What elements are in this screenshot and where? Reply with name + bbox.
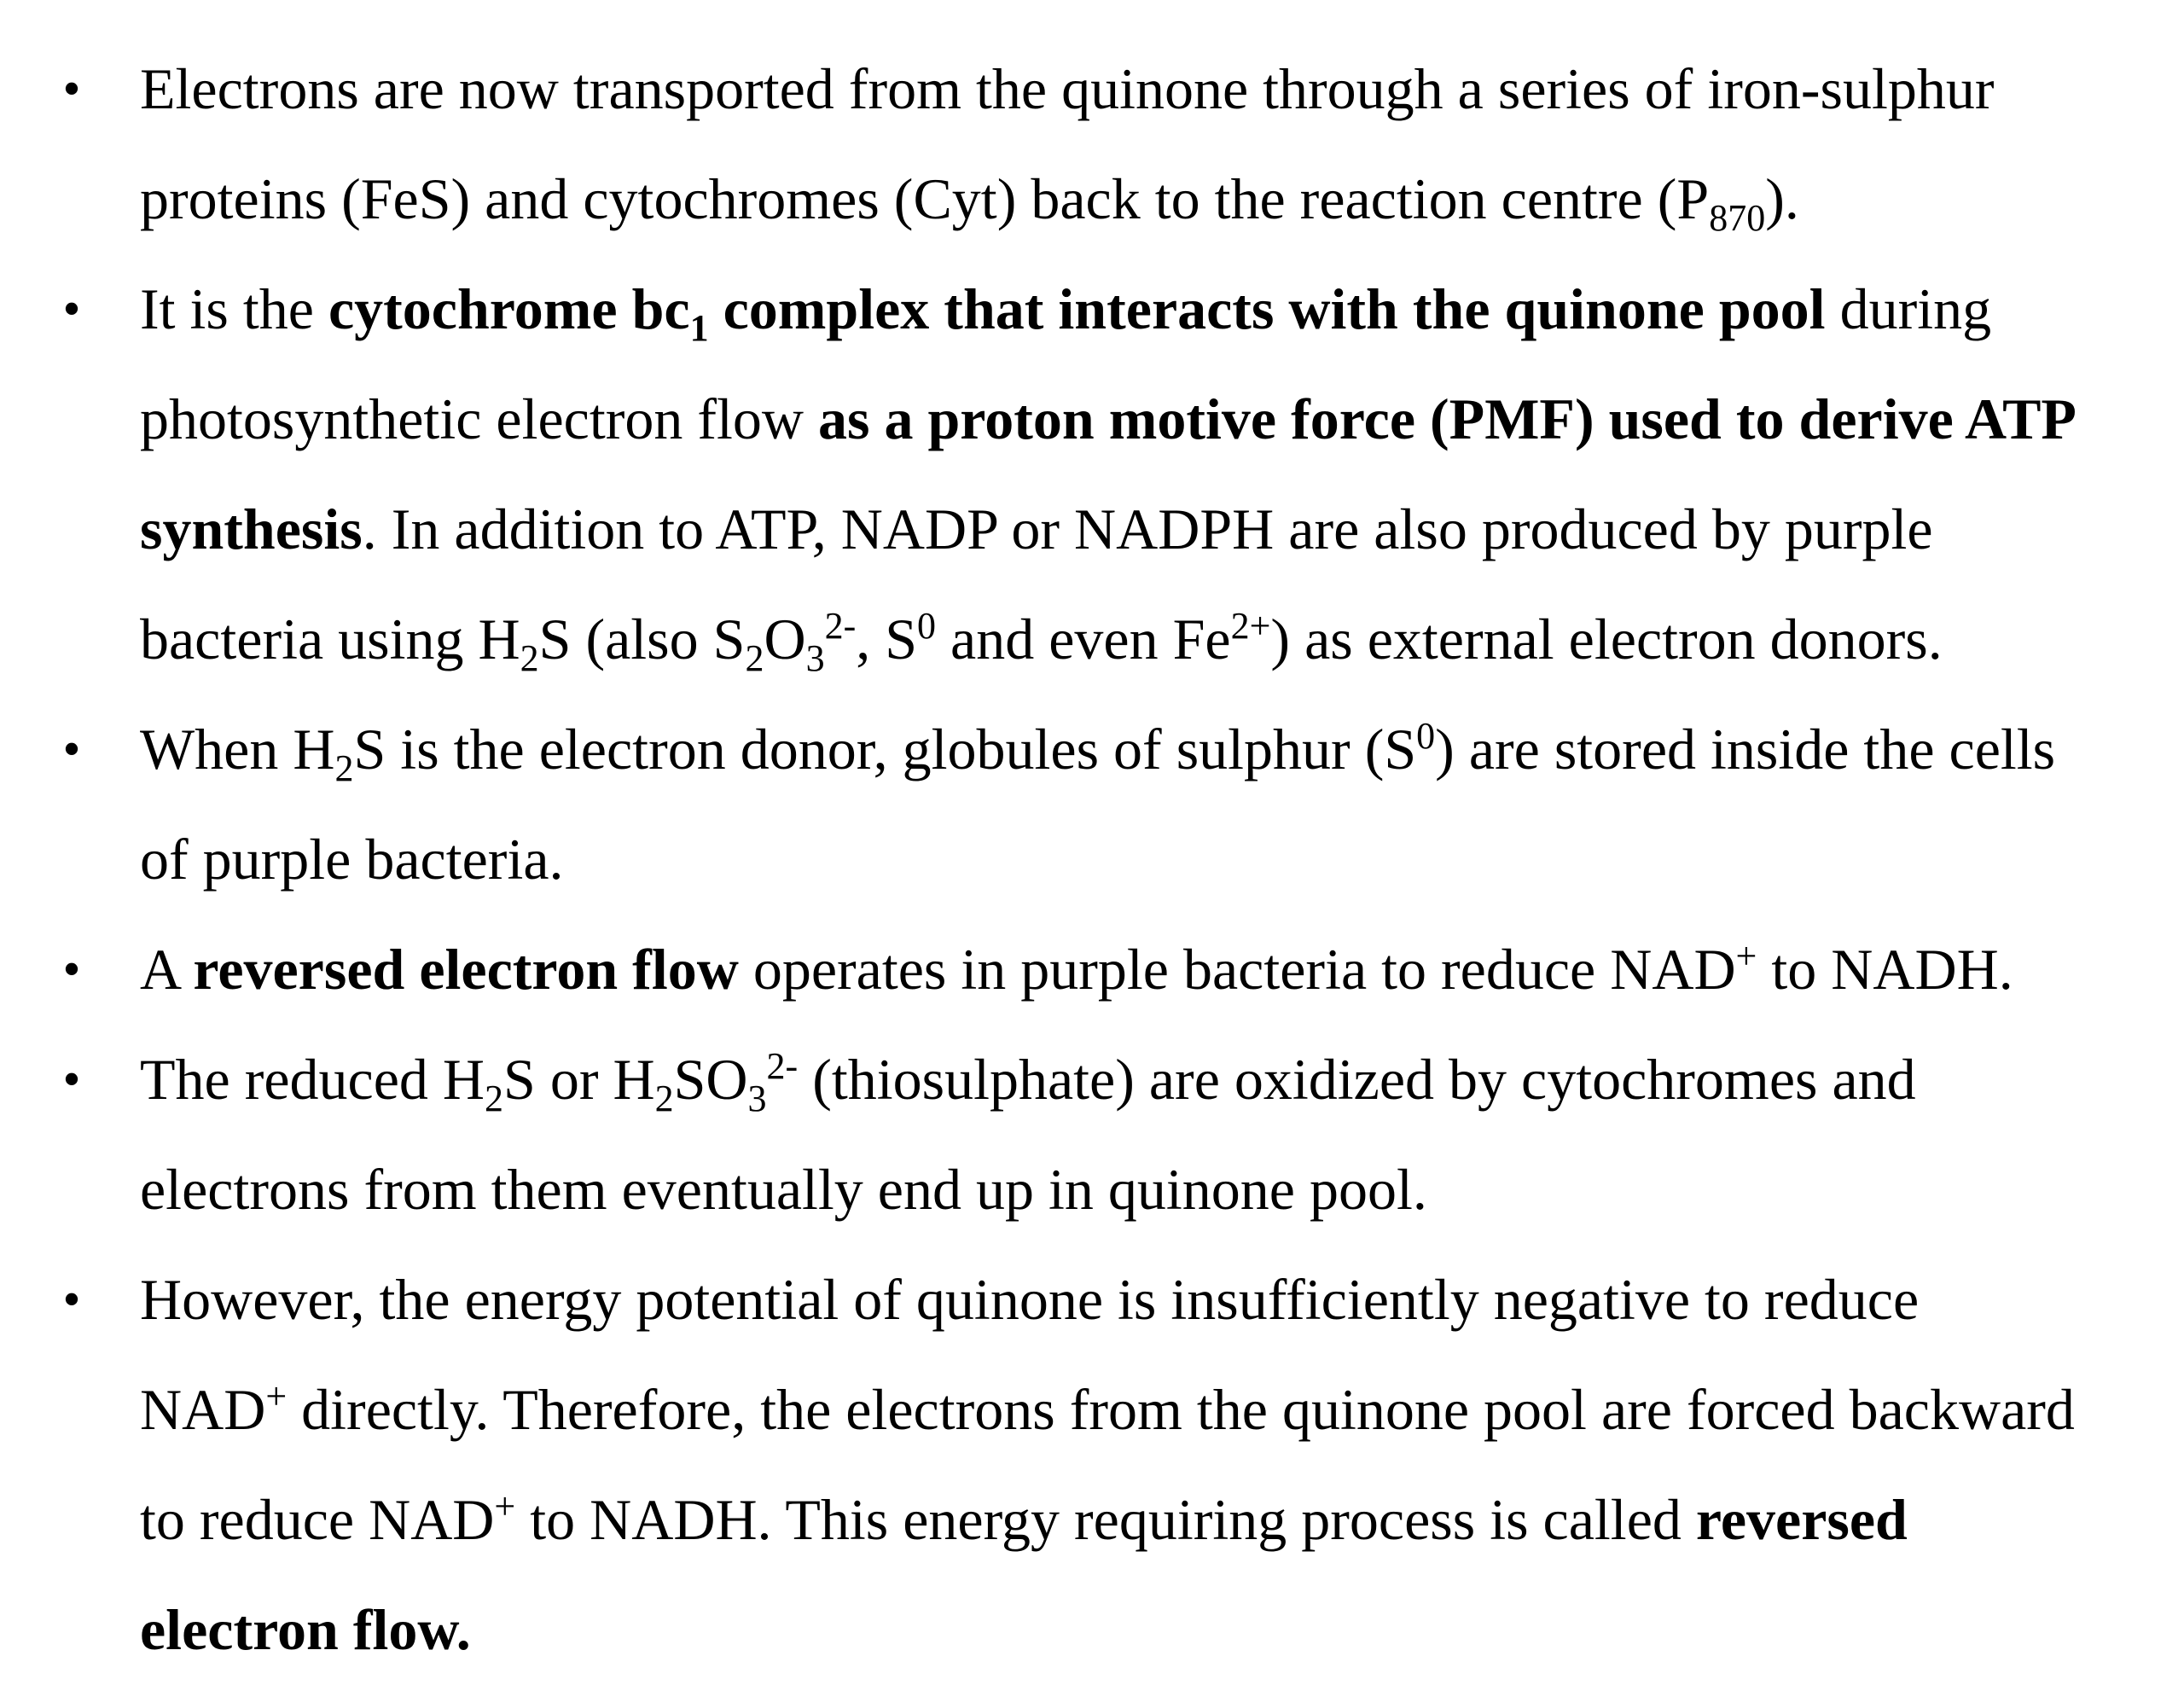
subscript-text: 1 bbox=[689, 307, 709, 349]
text-run: of purple bacteria. bbox=[140, 827, 564, 892]
bold-text: cytochrome bc bbox=[328, 276, 690, 341]
subscript-text: 2 bbox=[485, 1078, 504, 1119]
text-run: during bbox=[1825, 276, 1992, 341]
text-run: photosynthetic electron flow bbox=[140, 386, 819, 451]
text-line bbox=[140, 254, 2175, 364]
text-line bbox=[140, 805, 2175, 915]
text-run: . In addition to ATP, NADP or NADPH are also produced by purple bbox=[362, 497, 1933, 561]
bullet-item bbox=[0, 34, 2184, 254]
text-run: ) as external electron donors. bbox=[1270, 607, 1943, 671]
bold-text: complex that interacts with the quinone pool bbox=[708, 276, 1826, 341]
text-run: Electrons are now transported from the quinone through a series of iron-sulphur bbox=[140, 56, 1995, 121]
text-run: (thiosulphate) are oxidized by cytochromes and bbox=[798, 1047, 1916, 1112]
superscript-text: 0 bbox=[1416, 715, 1436, 757]
text-run: directly. Therefore, the electrons from the quinone pool are forced backward bbox=[287, 1377, 2075, 1442]
bullet-dot-icon: • bbox=[62, 721, 81, 777]
bullet-item bbox=[0, 694, 2184, 915]
superscript-text: + bbox=[1735, 935, 1757, 977]
bullet-dot-icon: • bbox=[62, 61, 81, 117]
bold-wrapper bbox=[1696, 1487, 1908, 1552]
subscript-text: 2 bbox=[334, 747, 354, 789]
text-line bbox=[140, 584, 2175, 694]
text-run: S (also S bbox=[538, 607, 746, 671]
text-line bbox=[140, 1025, 2175, 1135]
text-line bbox=[140, 1135, 2175, 1245]
text-line bbox=[140, 144, 2175, 254]
text-line bbox=[140, 364, 2175, 474]
bullet-item bbox=[0, 1025, 2184, 1245]
bullet-item bbox=[0, 1245, 2184, 1685]
text-run: O bbox=[764, 607, 806, 671]
bold-wrapper bbox=[709, 276, 1826, 341]
text-run: operates in purple bacteria to reduce NAD bbox=[738, 937, 1736, 1002]
text-line bbox=[140, 1355, 2175, 1465]
bold-wrapper bbox=[328, 276, 690, 341]
bullet-item bbox=[0, 915, 2184, 1025]
bold-text: as a proton motive force (PMF) used to derive ATP bbox=[818, 386, 2077, 451]
text-run: A bbox=[140, 937, 194, 1002]
subscript-text: 3 bbox=[747, 1078, 767, 1119]
text-line bbox=[140, 1465, 2175, 1575]
subscript-text: 2 bbox=[520, 637, 539, 679]
text-run: bacteria using H bbox=[140, 607, 520, 671]
bullet-dot-icon: • bbox=[62, 941, 81, 997]
bold-text: synthesis bbox=[140, 497, 363, 561]
text-run: However, the energy potential of quinone is insufficiently negative to reduce bbox=[140, 1267, 1920, 1332]
text-run: , S bbox=[856, 607, 918, 671]
bullet-dot-icon: • bbox=[62, 281, 81, 337]
text-run: and even Fe bbox=[936, 607, 1231, 671]
bold-text: reversed electron flow bbox=[193, 937, 739, 1002]
text-line bbox=[140, 1575, 2175, 1685]
text-run: to reduce NAD bbox=[140, 1487, 495, 1552]
bullet-list bbox=[0, 34, 2184, 1685]
text-run: NAD bbox=[140, 1377, 266, 1442]
text-line bbox=[140, 915, 2175, 1025]
subscript-text: 870 bbox=[1709, 197, 1766, 239]
text-run: to NADH. This energy requiring process is called bbox=[515, 1487, 1696, 1552]
text-line bbox=[140, 1245, 2175, 1355]
text-run: ). bbox=[1765, 166, 1799, 231]
bold-wrapper bbox=[140, 1597, 471, 1662]
text-run: S is the electron donor, globules of sulphur (S bbox=[353, 717, 1417, 781]
text-line bbox=[140, 474, 2175, 584]
text-run: ) are stored inside the cells bbox=[1435, 717, 2056, 781]
bullet-item bbox=[0, 254, 2184, 694]
bold-wrapper bbox=[193, 937, 738, 1002]
bullet-dot-icon: • bbox=[62, 1051, 81, 1107]
bold-wrapper bbox=[140, 497, 363, 561]
superscript-text: 2+ bbox=[1230, 605, 1271, 647]
text-run: The reduced H bbox=[140, 1047, 485, 1112]
bold-text: reversed bbox=[1695, 1487, 1908, 1552]
subscript-text: 2 bbox=[745, 637, 764, 679]
text-run: It is the bbox=[140, 276, 328, 341]
text-line bbox=[140, 694, 2175, 805]
text-run: When H bbox=[140, 717, 335, 781]
text-line bbox=[140, 34, 2175, 144]
bold-wrapper bbox=[818, 386, 2077, 451]
text-run: electrons from them eventually end up in quinone pool. bbox=[140, 1157, 1427, 1222]
superscript-text: 0 bbox=[917, 605, 937, 647]
superscript-text: + bbox=[265, 1375, 288, 1417]
text-run: S or H bbox=[503, 1047, 655, 1112]
superscript-text: 2- bbox=[824, 605, 857, 647]
bold-wrapper bbox=[689, 276, 709, 349]
bullet-dot-icon: • bbox=[62, 1271, 81, 1328]
text-run: proteins (FeS) and cytochromes (Cyt) back to the reaction centre (P bbox=[140, 166, 1710, 231]
subscript-text: 2 bbox=[654, 1078, 674, 1119]
bold-text: electron flow. bbox=[140, 1597, 471, 1662]
superscript-text: + bbox=[494, 1485, 516, 1527]
text-run: SO bbox=[673, 1047, 748, 1112]
subscript-text: 3 bbox=[805, 637, 825, 679]
text-run: to NADH. bbox=[1757, 937, 2013, 1002]
superscript-text: 2- bbox=[766, 1045, 799, 1087]
